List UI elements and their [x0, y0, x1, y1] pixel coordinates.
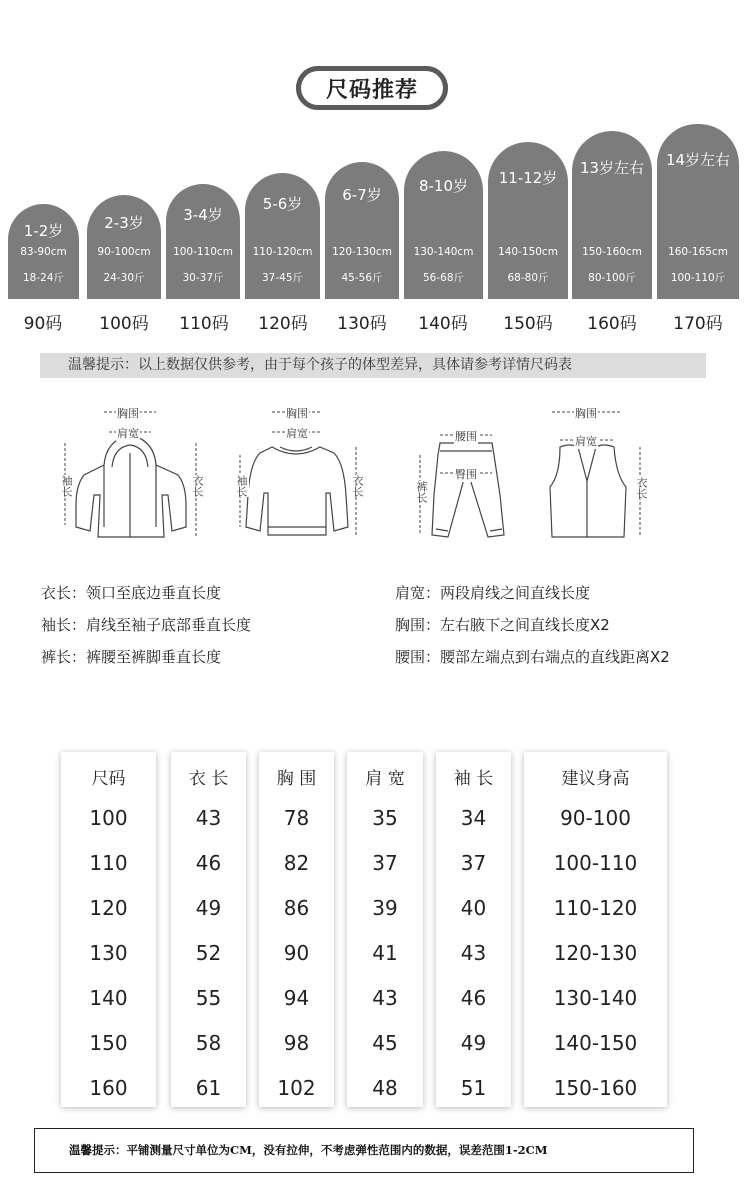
sweater-sleeve-label: 袖长: [235, 475, 248, 497]
table-cell: 49: [195, 896, 222, 920]
table-cell: 110: [89, 851, 128, 875]
size-age: 14岁左右: [665, 151, 731, 169]
size-age: 13岁左右: [579, 159, 645, 177]
size-height: 100-110cm: [173, 246, 233, 258]
size-age: 1-2岁: [23, 222, 64, 240]
page-title: 尺码推荐: [301, 71, 443, 105]
size-label: 120码: [258, 314, 308, 334]
table-cell: 45: [372, 1031, 398, 1055]
table-cell: 160: [89, 1076, 128, 1100]
table-cell: 35: [372, 806, 398, 830]
table-cell: 140-150: [553, 1031, 638, 1055]
size-card: [87, 195, 161, 299]
size-label: 150码: [503, 314, 553, 334]
size-label: 140码: [418, 314, 468, 334]
jacket-length-label: 衣长: [191, 475, 204, 497]
definition-item: 肩宽：两段肩线之间直线长度: [395, 584, 591, 602]
table-cell: 43: [372, 986, 398, 1010]
size-weight: 56-68斤: [422, 272, 464, 284]
measurement-diagrams: [0, 395, 750, 555]
table-cell: 78: [283, 806, 310, 830]
definition-item: 裤长：裤腰至裤脚垂直长度: [41, 648, 222, 666]
jacket-chest-label: 胸围: [117, 407, 139, 420]
table-cell: 37: [460, 851, 487, 875]
size-card: [245, 173, 320, 299]
vest-illustration: [550, 445, 626, 537]
pants-illustration: [432, 443, 504, 537]
table-cell: 100-110: [553, 851, 638, 875]
size-label: 90码: [23, 314, 63, 334]
table-cell: 61: [195, 1076, 222, 1100]
size-height: 120-130cm: [332, 246, 392, 258]
table-cell: 58: [195, 1031, 222, 1055]
sweater-shoulder-label: 肩宽: [286, 427, 308, 440]
vest-length-label: 衣长: [635, 477, 648, 499]
size-label: 160码: [587, 314, 637, 334]
table-cell: 46: [195, 851, 222, 875]
size-age: 5-6岁: [262, 195, 303, 213]
table-cell: 130: [89, 941, 128, 965]
table-cell: 46: [460, 986, 487, 1010]
table-cell: 150-160: [553, 1076, 638, 1100]
size-card: [166, 184, 240, 299]
vest-shoulder-label: 肩宽: [575, 435, 597, 448]
table-cell: 82: [283, 851, 310, 875]
table-cell: 43: [195, 806, 222, 830]
size-card: [8, 204, 79, 299]
table-cell: 150: [89, 1031, 128, 1055]
table-column: [347, 752, 423, 1107]
size-height: 140-150cm: [498, 246, 558, 258]
size-height: 160-165cm: [668, 246, 728, 258]
jacket-illustration: [76, 435, 186, 537]
table-cell: 48: [372, 1076, 398, 1100]
notice-bar: 温馨提示：以上数据仅供参考，由于每个孩子的体型差异，具体请参考详情尺码表: [40, 353, 706, 378]
size-label: 130码: [337, 314, 387, 334]
size-height: 110-120cm: [252, 246, 313, 258]
size-card: [657, 124, 739, 299]
size-height: 130-140cm: [413, 246, 474, 258]
table-cell: 130-140: [553, 986, 638, 1010]
table-cell: 98: [283, 1031, 310, 1055]
table-cell: 43: [460, 941, 487, 965]
table-cell: 94: [283, 986, 310, 1010]
table-cell: 102: [277, 1076, 316, 1100]
pants-hip-label: 臀围: [455, 468, 477, 481]
pants-waist-label: 腰围: [455, 430, 477, 443]
jacket-shoulder-label: 肩宽: [117, 427, 139, 440]
table-cell: 49: [460, 1031, 487, 1055]
garment-illustrations: [0, 395, 750, 555]
size-weight: 100-110斤: [670, 272, 726, 284]
size-card: [572, 131, 652, 299]
table-column: [436, 752, 511, 1107]
size-age: 8-10岁: [418, 177, 469, 195]
size-card: [404, 151, 483, 299]
table-cell: 120-130: [553, 941, 638, 965]
size-weight: 24-30斤: [103, 272, 145, 284]
size-age: 2-3岁: [104, 214, 144, 232]
size-age: 11-12岁: [498, 169, 558, 187]
table-header: 建议身高: [561, 769, 630, 789]
table-cell: 51: [460, 1076, 487, 1100]
table-column: [259, 752, 334, 1107]
table-cell: 39: [372, 896, 398, 920]
table-cell: 140: [89, 986, 128, 1010]
table-cell: 40: [460, 896, 487, 920]
table-cell: 100: [89, 806, 128, 830]
table-header: 袖 长: [453, 769, 494, 789]
pants-length-label: 裤长: [415, 481, 428, 503]
size-card: [325, 162, 399, 299]
table-cell: 120: [89, 896, 128, 920]
sweater-length-label: 衣长: [351, 475, 364, 497]
vest-chest-label: 胸围: [575, 407, 597, 420]
table-cell: 41: [372, 941, 398, 965]
table-cell: 90: [283, 941, 310, 965]
table-cell: 55: [195, 986, 222, 1010]
size-age: 3-4岁: [183, 206, 223, 224]
size-weight: 37-45斤: [261, 272, 303, 284]
definition-item: 衣长：领口至底边垂直长度: [41, 584, 222, 602]
size-height: 90-100cm: [97, 246, 151, 258]
table-cell: 37: [372, 851, 398, 875]
size-weight: 18-24斤: [22, 272, 64, 284]
table-header: 肩 宽: [365, 769, 405, 789]
table-column: [524, 752, 667, 1107]
sweater-chest-label: 胸围: [286, 407, 308, 420]
table-column: [61, 752, 156, 1107]
table-cell: 52: [195, 941, 222, 965]
definition-item: 胸围：左右腋下之间直线长度X2: [395, 616, 610, 634]
size-age: 6-7岁: [342, 186, 382, 204]
bottom-note: 温馨提示：平铺测量尺寸单位为CM，没有拉伸，不考虑弹性范围内的数据，误差范围1-2CM: [34, 1128, 694, 1173]
definition-item: 腰围：腰部左端点到右端点的直线距离X2: [395, 648, 670, 666]
table-cell: 34: [460, 806, 487, 830]
size-height: 83-90cm: [20, 246, 67, 258]
table-header: 胸 围: [276, 769, 317, 789]
table-header: 尺码: [91, 769, 126, 789]
size-weight: 45-56斤: [341, 272, 383, 284]
title-pill: [296, 66, 448, 110]
sweater-illustration: [246, 447, 348, 535]
size-weight: 80-100斤: [588, 272, 636, 284]
definition-item: 袖长：肩线至袖子底部垂直长度: [41, 616, 252, 634]
size-label: 170码: [673, 314, 723, 334]
size-label: 110码: [179, 314, 229, 334]
table-header: 衣 长: [188, 769, 229, 789]
table-cell: 90-100: [560, 806, 631, 830]
size-weight: 30-37斤: [182, 272, 224, 284]
table-cell: 110-120: [553, 896, 638, 920]
table-cell: 86: [283, 896, 310, 920]
size-label: 100码: [99, 314, 149, 334]
size-weight: 68-80斤: [507, 272, 549, 284]
size-height: 150-160cm: [582, 246, 642, 258]
size-card: [488, 142, 568, 299]
jacket-sleeve-label: 袖长: [60, 475, 73, 497]
table-column: [171, 752, 246, 1107]
